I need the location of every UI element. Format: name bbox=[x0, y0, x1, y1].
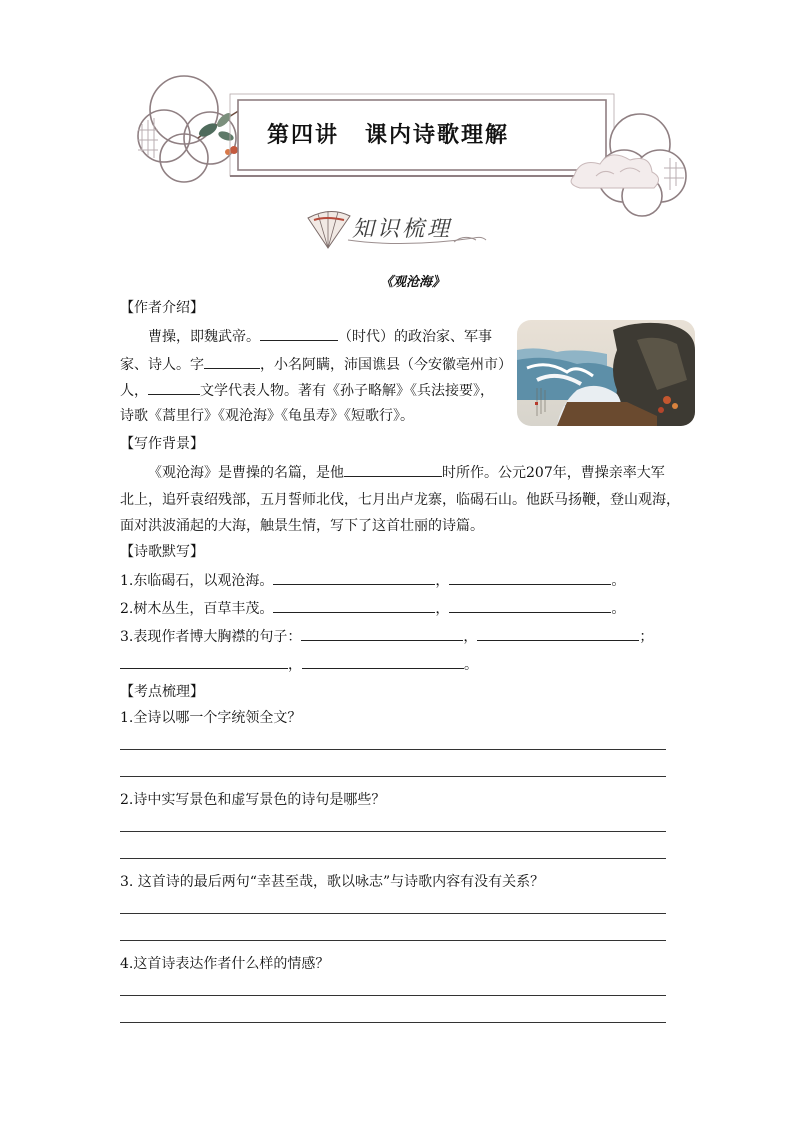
recite-1-blank-a[interactable] bbox=[273, 570, 435, 585]
answer-line-4b[interactable] bbox=[120, 1022, 666, 1023]
recite-heading: 【诗歌默写】 bbox=[120, 544, 204, 560]
answer-line-2b[interactable] bbox=[120, 858, 666, 859]
answer-line-3a[interactable] bbox=[120, 913, 666, 914]
recite-2-blank-a[interactable] bbox=[273, 598, 435, 613]
points-question-4: 4.这首诗表达作者什么样的情感？ bbox=[120, 956, 330, 972]
folding-fan-icon bbox=[308, 211, 350, 248]
sea-painting-image bbox=[517, 320, 695, 426]
background-line-3: 面对洪波涌起的大海，触景生情，写下了这首壮丽的诗篇。 bbox=[120, 518, 484, 534]
answer-line-1a[interactable] bbox=[120, 749, 666, 750]
author-line-3: 人， 文学代表人物。著有《孙子略解》《兵法接要》， bbox=[120, 380, 494, 401]
answer-line-2a[interactable] bbox=[120, 831, 666, 832]
courtesy-name-blank[interactable] bbox=[204, 354, 260, 369]
header-title bbox=[238, 118, 538, 149]
recite-question-3-cont: ， 。 bbox=[120, 654, 478, 675]
literature-blank[interactable] bbox=[148, 380, 200, 395]
recite-3-blank-c[interactable] bbox=[120, 654, 288, 669]
background-line-1: 《观沧海》是曹操的名篇，是他 时所作。公元207年，曹操亲率大军 bbox=[148, 462, 665, 483]
background-line-2: 北上，追歼袁绍残部，五月誓师北伐，七月出卢龙寨，临碣石山。他跃马扬鞭，登山观海， bbox=[120, 492, 680, 508]
points-question-1: 1.全诗以哪一个字统领全文？ bbox=[120, 710, 302, 726]
recite-3-blank-a[interactable] bbox=[301, 626, 463, 641]
recite-3-blank-d[interactable] bbox=[302, 654, 464, 669]
recite-question-3: 3.表现作者博大胸襟的句子： ， ； bbox=[120, 626, 653, 647]
knowledge-badge-label: 知识梳理 bbox=[352, 217, 453, 242]
lecture-title: 课内诗歌理解 bbox=[365, 122, 510, 148]
occasion-blank[interactable] bbox=[344, 462, 442, 477]
answer-line-1b[interactable] bbox=[120, 776, 666, 777]
author-line-2: 家、诗人。字 ，小名阿瞒，沛国谯县（今安徽亳州市） bbox=[120, 354, 512, 375]
recite-2-blank-b[interactable] bbox=[449, 598, 611, 613]
recite-1-blank-b[interactable] bbox=[449, 570, 611, 585]
background-heading: 【写作背景】 bbox=[120, 436, 204, 452]
lecture-number: 第四讲 bbox=[266, 122, 339, 148]
points-question-3: 3. 这首诗的最后两句“幸甚至哉，歌以咏志”与诗歌内容有没有关系？ bbox=[120, 874, 545, 890]
author-line-4: 诗歌《蒿里行》《观沧海》《龟虽寿》《短歌行》。 bbox=[120, 408, 414, 424]
recite-question-1: 1.东临碣石，以观沧海。 ， 。 bbox=[120, 570, 625, 591]
recite-3-blank-b[interactable] bbox=[477, 626, 639, 641]
points-question-2: 2.诗中实写景色和虚写景色的诗句是哪些？ bbox=[120, 792, 386, 808]
era-blank[interactable] bbox=[260, 326, 338, 341]
answer-line-4a[interactable] bbox=[120, 995, 666, 996]
recite-question-2: 2.树木丛生，百草丰茂。 ， 。 bbox=[120, 598, 625, 619]
author-line-1: 曹操，即魏武帝。 （时代）的政治家、军事 bbox=[148, 326, 492, 347]
poem-title: 《观沧海》 bbox=[380, 275, 446, 290]
left-clover-ornament bbox=[138, 76, 236, 182]
author-heading: 【作者介绍】 bbox=[120, 300, 204, 316]
points-heading: 【考点梳理】 bbox=[120, 684, 204, 700]
answer-line-3b[interactable] bbox=[120, 940, 666, 941]
branch-leaf-icon bbox=[197, 110, 240, 155]
